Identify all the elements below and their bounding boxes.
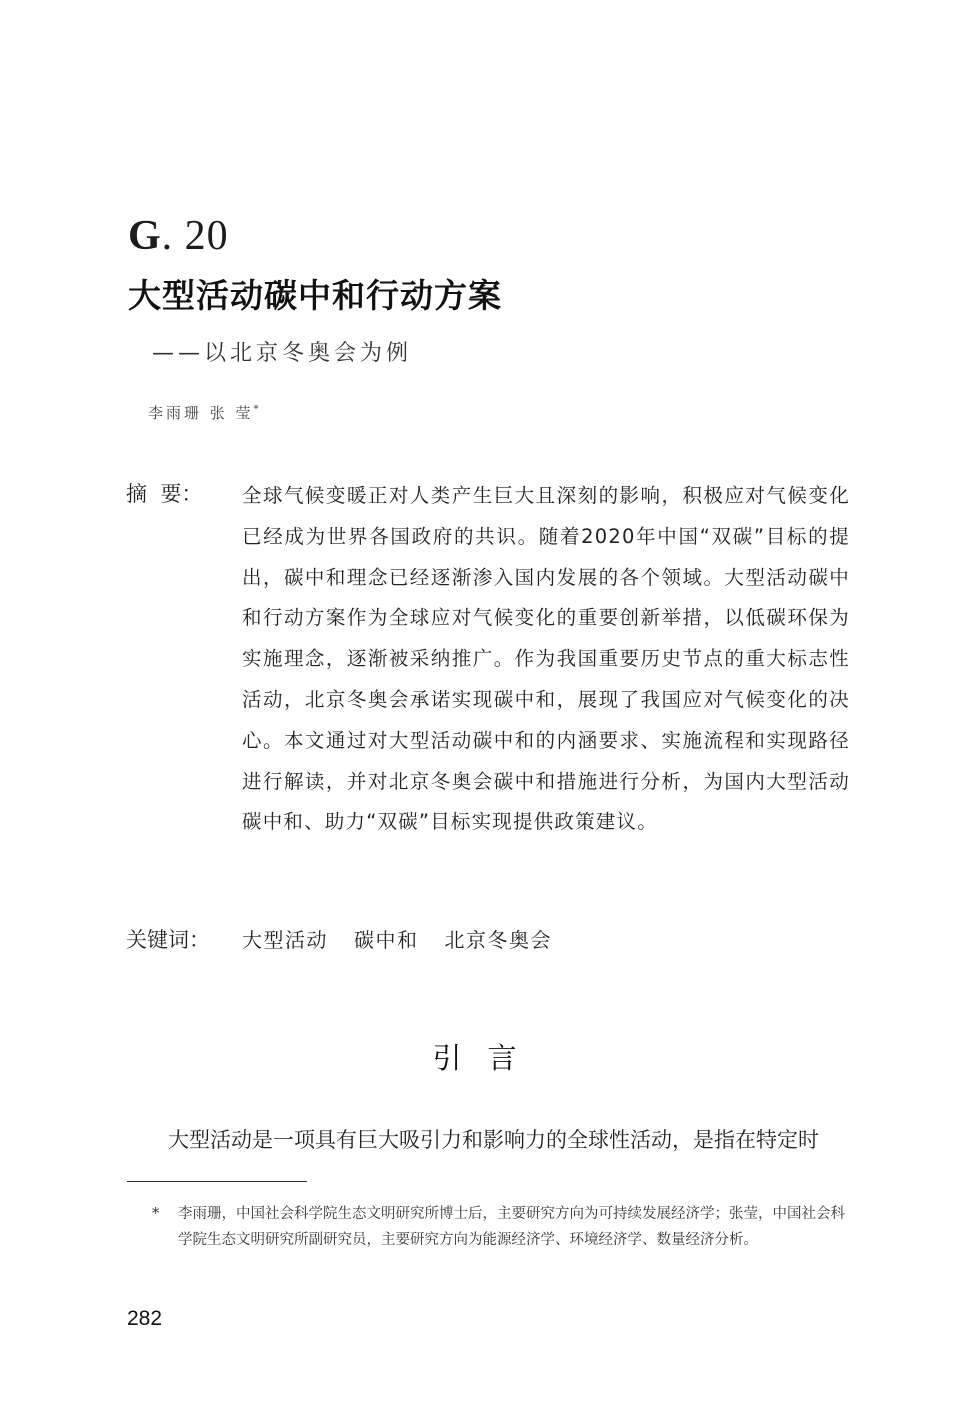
authors: [148, 402, 262, 423]
keywords-label: 关键词：: [126, 928, 210, 952]
footnote-mark: *: [152, 1206, 160, 1222]
keywords-list: [242, 924, 552, 953]
keyword: 大型活动: [242, 928, 328, 952]
keyword: 碳中和: [354, 928, 419, 952]
section-heading: 引言: [432, 1041, 543, 1075]
author-names: 李雨珊 张 莹: [148, 404, 254, 422]
footnote-divider: [127, 1181, 307, 1182]
chapter-index: . 20: [161, 213, 229, 259]
keyword: 北京冬奥会: [444, 928, 552, 952]
chapter-prefix: G: [128, 213, 162, 259]
page-number: 282: [127, 1307, 163, 1330]
article-title: 大型活动碳中和行动方案: [128, 276, 502, 315]
footnote: [152, 1201, 852, 1253]
abstract-text: 全球气候变暖正对人类产生巨大且深刻的影响，积极应对气候变化已经成为世界各国政府的共识。随着2020年中国“双碳”目标的提出，碳中和理念已经逐渐渗入国内发展的各个领域。大型活动碳中和行动方案作为全球应对气候变化的重要创新举措，以低碳环保为实施理念，逐渐被采纳推广。作为我国重要历史节点的重大标志性活动，北京冬奥会承诺实现碳中和，展现了我国应对气候变化的决心。本文通过对大型活动碳中和的内涵要求、实施流程和实现路径进行解读，并对北京冬奥会碳中和措施进行分析，为国内大型活动碳中和、助力“双碳”目标实现提供政策建议。: [242, 484, 850, 834]
article-subtitle: ——以北京冬奥会为例: [152, 341, 413, 366]
chapter-number: [128, 212, 229, 260]
body-paragraph: 大型活动是一项具有巨大吸引力和影响力的全球性活动，是指在特定时: [168, 1128, 819, 1152]
footnote-text: 李雨珊，中国社会科学院生态文明研究所博士后，主要研究方向为可持续发展经济学；张莹，中国社会科学院生态文明研究所副研究员，主要研究方向为能源经济学、环境经济学、数量经济分析。: [178, 1206, 845, 1248]
author-footnote-mark: *: [253, 404, 262, 415]
abstract-label: 摘 要：: [126, 482, 203, 506]
